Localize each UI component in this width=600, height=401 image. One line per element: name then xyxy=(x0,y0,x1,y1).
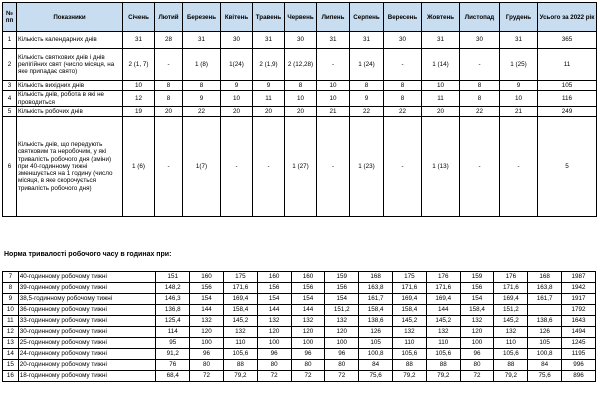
month-value: 156 xyxy=(460,283,494,294)
row-label: Кількість календарних днів xyxy=(17,32,123,49)
month-value: 125,4 xyxy=(156,316,190,327)
month-value: 100 xyxy=(257,338,291,349)
table-row xyxy=(3,107,597,117)
month-value: 2 (12,28) xyxy=(285,49,317,81)
header-num: № пп xyxy=(3,3,17,32)
month-value: 31 xyxy=(253,32,285,49)
month-value: 28 xyxy=(155,32,183,49)
header-total: Усього за 2022 рік xyxy=(538,3,597,32)
month-value: 132 xyxy=(393,327,427,338)
row-label: 25-годинному робочому тижні xyxy=(18,338,156,349)
month-value: 132 xyxy=(291,316,325,327)
month-value: 175 xyxy=(393,272,427,283)
row-total: 1987 xyxy=(562,272,596,283)
month-value: 160 xyxy=(257,272,291,283)
table-row xyxy=(3,360,596,371)
row-number: 11 xyxy=(3,316,19,327)
month-value: 136,8 xyxy=(156,305,190,316)
month-value: 156 xyxy=(257,283,291,294)
month-value: 96 xyxy=(325,349,359,360)
month-value: 1 (23) xyxy=(350,117,384,217)
month-value: 144 xyxy=(190,305,224,316)
calendar-table xyxy=(2,2,597,217)
month-value: 19 xyxy=(123,107,155,117)
month-value: 79,2 xyxy=(223,371,257,382)
row-label: 24-годинному робочому тижні xyxy=(18,349,156,360)
header-row xyxy=(3,3,597,32)
month-value: 126 xyxy=(359,327,393,338)
month-value: 8 xyxy=(155,91,183,107)
row-total: 1917 xyxy=(562,294,596,305)
month-value: 1 (8) xyxy=(183,49,221,81)
month-value: 138,6 xyxy=(359,316,393,327)
month-value: 72 xyxy=(325,371,359,382)
month-value: 105,6 xyxy=(494,349,528,360)
month-value: - xyxy=(155,49,183,81)
month-value: 126 xyxy=(528,327,562,338)
header-month: Серпень xyxy=(350,3,384,32)
month-value: - xyxy=(460,49,500,81)
month-value: 154 xyxy=(257,294,291,305)
row-label: 30-годинному робочому тижні xyxy=(18,327,156,338)
month-value: 11 xyxy=(422,91,460,107)
month-value: 96 xyxy=(257,349,291,360)
row-total: 1245 xyxy=(562,338,596,349)
month-value: 158,4 xyxy=(223,305,257,316)
table-row xyxy=(3,349,596,360)
row-number: 3 xyxy=(3,81,17,91)
month-value: 2 (1,9) xyxy=(253,49,285,81)
month-value: 95 xyxy=(156,338,190,349)
month-value: 161,7 xyxy=(359,294,393,305)
month-value: 171,6 xyxy=(494,283,528,294)
month-value: 120 xyxy=(291,327,325,338)
month-value: 105,6 xyxy=(393,349,427,360)
table-row xyxy=(3,305,596,316)
month-value: - xyxy=(317,117,350,217)
month-value: 156 xyxy=(325,283,359,294)
month-value: 161,7 xyxy=(528,294,562,305)
month-value: 168 xyxy=(359,272,393,283)
month-value: 100,8 xyxy=(528,349,562,360)
month-value: 158,4 xyxy=(460,305,494,316)
month-value: 30 xyxy=(285,32,317,49)
table-row xyxy=(3,91,597,107)
row-total: 11 xyxy=(538,49,597,81)
month-value: 91,2 xyxy=(156,349,190,360)
table-row xyxy=(3,283,596,294)
row-label: 39-годинному робочому тижні xyxy=(18,283,156,294)
table-row xyxy=(3,371,596,382)
month-value: 20 xyxy=(422,107,460,117)
row-number: 1 xyxy=(3,32,17,49)
month-value: 10 xyxy=(317,81,350,91)
month-value: 144 xyxy=(257,305,291,316)
month-value: 79,2 xyxy=(426,371,460,382)
month-value: 156 xyxy=(291,283,325,294)
row-label: 20-годинному робочому тижні xyxy=(18,360,156,371)
month-value: 169,4 xyxy=(426,294,460,305)
header-month: Жовтень xyxy=(422,3,460,32)
row-total: 1494 xyxy=(562,327,596,338)
month-value: - xyxy=(317,49,350,81)
month-value: 20 xyxy=(155,107,183,117)
row-number: 15 xyxy=(3,360,19,371)
month-value: 80 xyxy=(291,360,325,371)
month-value: 132 xyxy=(426,327,460,338)
month-value: 1 (25) xyxy=(500,49,538,81)
month-value: 30 xyxy=(460,32,500,49)
row-total: 896 xyxy=(562,371,596,382)
month-value: 80 xyxy=(460,360,494,371)
month-value xyxy=(528,305,562,316)
month-value: 168 xyxy=(528,272,562,283)
row-number: 4 xyxy=(3,91,17,107)
table-row xyxy=(3,294,596,305)
month-value: 31 xyxy=(350,32,384,49)
month-value: 68,4 xyxy=(156,371,190,382)
month-value: 88 xyxy=(223,360,257,371)
month-value: 169,4 xyxy=(223,294,257,305)
month-value: 75,6 xyxy=(359,371,393,382)
month-value: 10 xyxy=(422,81,460,91)
month-value: 31 xyxy=(123,32,155,49)
month-value: 154 xyxy=(325,294,359,305)
month-value: 132 xyxy=(190,316,224,327)
row-label: Кількість святкових днів і днів релігійних свят (число місяця, на яке припадає свято) xyxy=(17,49,123,81)
month-value: 8 xyxy=(285,81,317,91)
row-total: 249 xyxy=(538,107,597,117)
row-total: 1792 xyxy=(562,305,596,316)
month-value: 110 xyxy=(223,338,257,349)
month-value: 21 xyxy=(500,107,538,117)
row-label: 40-годинному робочому тижні xyxy=(18,272,156,283)
header-month: Квітень xyxy=(221,3,253,32)
month-value: 96 xyxy=(190,349,224,360)
month-value: 146,3 xyxy=(156,294,190,305)
header-indicator: Показники xyxy=(17,3,123,32)
month-value: 1 (24) xyxy=(350,49,384,81)
month-value: 100 xyxy=(325,338,359,349)
month-value: 105 xyxy=(528,338,562,349)
row-number: 12 xyxy=(3,327,19,338)
row-number: 5 xyxy=(3,107,17,117)
month-value: 154 xyxy=(460,294,494,305)
row-label: Кількість вихідних днів xyxy=(17,81,123,91)
month-value: 151,2 xyxy=(325,305,359,316)
month-value: 100,8 xyxy=(359,349,393,360)
row-label: 18-годинному робочому тижні xyxy=(18,371,156,382)
month-value: 80 xyxy=(325,360,359,371)
month-value: - xyxy=(384,49,422,81)
month-value: 22 xyxy=(183,107,221,117)
header-month: Листопад xyxy=(460,3,500,32)
month-value: 151 xyxy=(156,272,190,283)
header-month: Січень xyxy=(123,3,155,32)
month-value: - xyxy=(221,117,253,217)
month-value: 8 xyxy=(350,81,384,91)
header-month: Червень xyxy=(285,3,317,32)
header-month: Травень xyxy=(253,3,285,32)
month-value: 84 xyxy=(359,360,393,371)
month-value: 1(7) xyxy=(183,117,221,217)
month-value: 145,2 xyxy=(426,316,460,327)
month-value: 22 xyxy=(350,107,384,117)
month-value: 156 xyxy=(190,283,224,294)
row-number: 7 xyxy=(3,272,19,283)
row-label: 36-годинному робочому тижні xyxy=(18,305,156,316)
month-value: 132 xyxy=(223,327,257,338)
row-total: 1195 xyxy=(562,349,596,360)
month-value: 151,2 xyxy=(494,305,528,316)
month-value: 9 xyxy=(500,81,538,91)
month-value: 10 xyxy=(123,81,155,91)
month-value: 132 xyxy=(460,316,494,327)
month-value: 88 xyxy=(494,360,528,371)
month-value: 72 xyxy=(257,371,291,382)
month-value: 1 (27) xyxy=(285,117,317,217)
table-row xyxy=(3,316,596,327)
month-value: 144 xyxy=(291,305,325,316)
month-value: 158,4 xyxy=(359,305,393,316)
month-value: 72 xyxy=(291,371,325,382)
month-value: 160 xyxy=(291,272,325,283)
month-value: 176 xyxy=(426,272,460,283)
month-value: 1 (13) xyxy=(422,117,460,217)
month-value: 10 xyxy=(285,91,317,107)
month-value: 144 xyxy=(426,305,460,316)
month-value: 145,2 xyxy=(393,316,427,327)
month-value: - xyxy=(253,117,285,217)
row-label: 33-годинному робочому тижні xyxy=(18,316,156,327)
month-value: 9 xyxy=(183,91,221,107)
month-value: 84 xyxy=(528,360,562,371)
month-value: 175 xyxy=(223,272,257,283)
month-value: - xyxy=(155,117,183,217)
month-value: 171,6 xyxy=(223,283,257,294)
month-value: 171,6 xyxy=(426,283,460,294)
month-value: 20 xyxy=(285,107,317,117)
month-value: 110 xyxy=(494,338,528,349)
month-value: 21 xyxy=(317,107,350,117)
month-value: 163,8 xyxy=(359,283,393,294)
month-value: 100 xyxy=(460,338,494,349)
table-row xyxy=(3,49,597,81)
month-value: 88 xyxy=(426,360,460,371)
month-value: 12 xyxy=(123,91,155,107)
month-value: 10 xyxy=(317,91,350,107)
header-month: Лютий xyxy=(155,3,183,32)
month-value: 154 xyxy=(190,294,224,305)
table-row xyxy=(3,81,597,91)
month-value: 9 xyxy=(221,81,253,91)
month-value: - xyxy=(460,117,500,217)
month-value: 145,2 xyxy=(494,316,528,327)
month-value: 120 xyxy=(190,327,224,338)
row-number: 2 xyxy=(3,49,17,81)
month-value: 31 xyxy=(183,32,221,49)
month-value: 80 xyxy=(190,360,224,371)
month-value: 8 xyxy=(183,81,221,91)
table-row xyxy=(3,327,596,338)
row-label: Кількість робочих днів xyxy=(17,107,123,117)
month-value: 159 xyxy=(460,272,494,283)
month-value: 79,2 xyxy=(494,371,528,382)
row-number: 8 xyxy=(3,283,19,294)
row-number: 16 xyxy=(3,371,19,382)
row-label: Кількість днів, робота в які не проводиться xyxy=(17,91,123,107)
month-value: 110 xyxy=(426,338,460,349)
month-value: 105,6 xyxy=(223,349,257,360)
month-value: 9 xyxy=(253,81,285,91)
norm-heading: Норма тривалості робочого часу в годинах при: xyxy=(4,251,172,258)
row-number: 13 xyxy=(3,338,19,349)
month-value: 88 xyxy=(393,360,427,371)
row-label: Кількість днів, що передують святковим та неробочим, у які тривалість робочого дня (зміни) при 40-годинному тижні зменшується на 1 годину (число місяця, в яке скорочується тривалість робочого дня) xyxy=(17,117,123,217)
month-value: 20 xyxy=(253,107,285,117)
month-value: 30 xyxy=(384,32,422,49)
row-total: 365 xyxy=(538,32,597,49)
month-value: 31 xyxy=(500,32,538,49)
month-value: 132 xyxy=(257,316,291,327)
month-value: 76 xyxy=(156,360,190,371)
month-value: 79,2 xyxy=(393,371,427,382)
month-value: - xyxy=(500,117,538,217)
month-value: 8 xyxy=(384,81,422,91)
header-month: Березень xyxy=(183,3,221,32)
month-value: 148,2 xyxy=(156,283,190,294)
month-value: 100 xyxy=(190,338,224,349)
month-value: 171,6 xyxy=(393,283,427,294)
month-value: 75,6 xyxy=(528,371,562,382)
month-value: 8 xyxy=(155,81,183,91)
table-row xyxy=(3,272,596,283)
row-total: 996 xyxy=(562,360,596,371)
norm-table xyxy=(2,271,596,382)
row-label: 38,5-годинному робочому тижні xyxy=(18,294,156,305)
month-value: 163,8 xyxy=(528,283,562,294)
month-value: 158,4 xyxy=(393,305,427,316)
month-value: 31 xyxy=(317,32,350,49)
month-value: 176 xyxy=(494,272,528,283)
month-value: 11 xyxy=(253,91,285,107)
month-value: 120 xyxy=(325,327,359,338)
month-value: 20 xyxy=(221,107,253,117)
month-value: 8 xyxy=(460,81,500,91)
month-value: 1(24) xyxy=(221,49,253,81)
header-month: Вересень xyxy=(384,3,422,32)
month-value: 22 xyxy=(384,107,422,117)
month-value: 10 xyxy=(221,91,253,107)
month-value: 1 (6) xyxy=(123,117,155,217)
month-value: 105 xyxy=(359,338,393,349)
row-number: 6 xyxy=(3,117,17,217)
row-number: 9 xyxy=(3,294,19,305)
row-total: 105 xyxy=(538,81,597,91)
row-number: 10 xyxy=(3,305,19,316)
row-total: 5 xyxy=(538,117,597,217)
row-total: 1942 xyxy=(562,283,596,294)
month-value: 159 xyxy=(325,272,359,283)
month-value: 8 xyxy=(384,91,422,107)
month-value: 145,2 xyxy=(223,316,257,327)
month-value: 31 xyxy=(422,32,460,49)
month-value: - xyxy=(384,117,422,217)
month-value: 22 xyxy=(460,107,500,117)
month-value: 105,6 xyxy=(426,349,460,360)
month-value: 30 xyxy=(221,32,253,49)
month-value: 138,6 xyxy=(528,316,562,327)
month-value: 120 xyxy=(257,327,291,338)
month-value: 160 xyxy=(190,272,224,283)
month-value: 132 xyxy=(325,316,359,327)
header-month: Липень xyxy=(317,3,350,32)
month-value: 8 xyxy=(460,91,500,107)
header-month: Грудень xyxy=(500,3,538,32)
month-value: 132 xyxy=(494,327,528,338)
row-number: 14 xyxy=(3,349,19,360)
month-value: 96 xyxy=(460,349,494,360)
month-value: 114 xyxy=(156,327,190,338)
month-value: 154 xyxy=(291,294,325,305)
month-value: 72 xyxy=(190,371,224,382)
month-value: 2 (1, 7) xyxy=(123,49,155,81)
month-value: 10 xyxy=(500,91,538,107)
month-value: 80 xyxy=(257,360,291,371)
row-total: 116 xyxy=(538,91,597,107)
month-value: 110 xyxy=(393,338,427,349)
month-value: 9 xyxy=(350,91,384,107)
month-value: 1 (14) xyxy=(422,49,460,81)
month-value: 169,4 xyxy=(393,294,427,305)
table-row xyxy=(3,32,597,49)
month-value: 72 xyxy=(460,371,494,382)
month-value: 96 xyxy=(291,349,325,360)
table-row xyxy=(3,338,596,349)
month-value: 120 xyxy=(460,327,494,338)
table-row xyxy=(3,117,597,217)
month-value: 100 xyxy=(291,338,325,349)
row-total: 1643 xyxy=(562,316,596,327)
month-value: 169,4 xyxy=(494,294,528,305)
